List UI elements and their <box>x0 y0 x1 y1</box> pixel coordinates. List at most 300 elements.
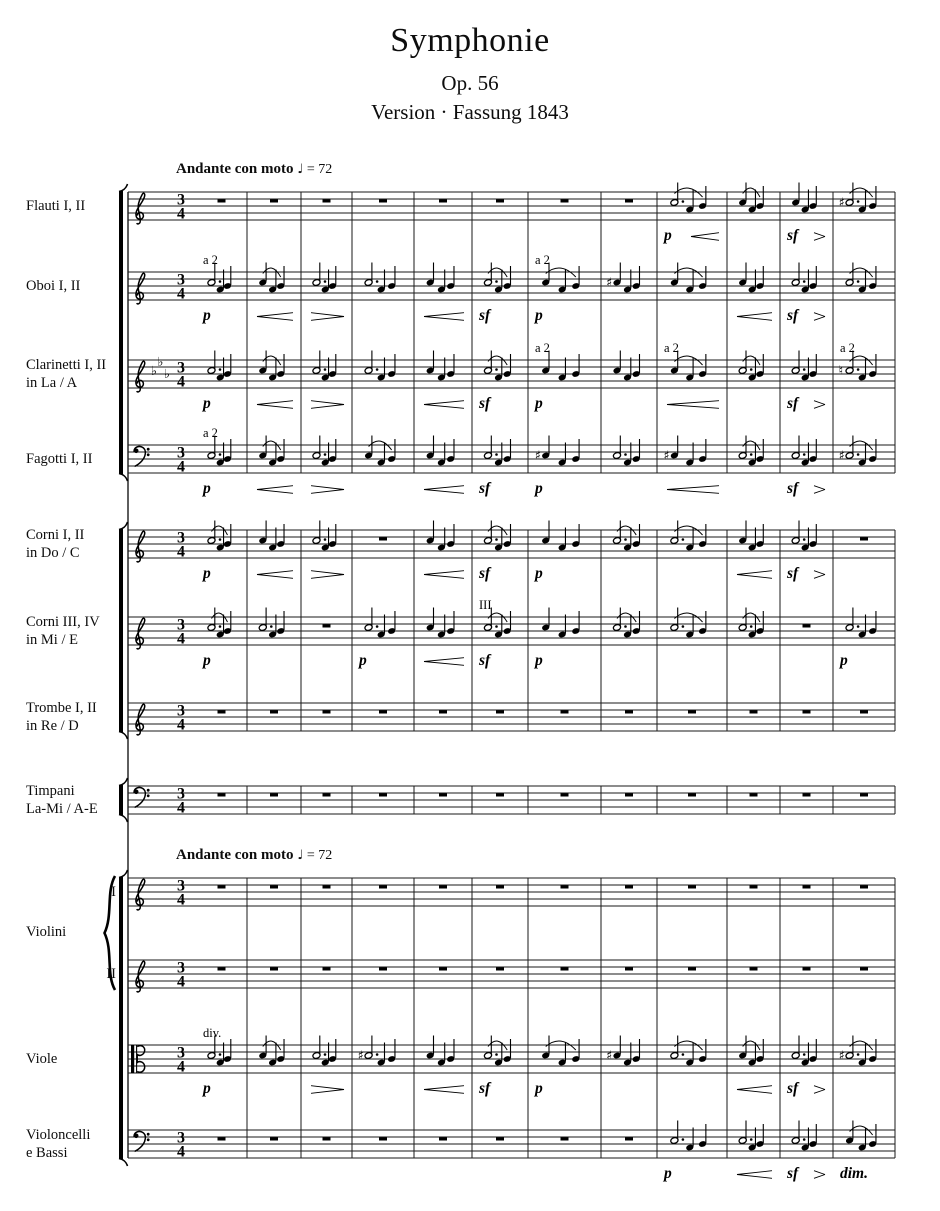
time-signature-bottom: 4 <box>177 285 185 303</box>
time-signature-bottom: 4 <box>177 543 185 561</box>
slur <box>212 613 228 622</box>
metronome-note-icon: ♩ <box>297 848 304 863</box>
crescendo-hairpin <box>257 571 293 575</box>
measure-5 <box>439 885 447 888</box>
treble-clef-icon <box>136 618 145 649</box>
measure-3 <box>311 436 344 494</box>
decrescendo-hairpin <box>814 1171 825 1175</box>
measure-2 <box>257 521 293 579</box>
measure-7 <box>561 710 569 713</box>
measure-2 <box>258 1036 285 1067</box>
measure-2 <box>257 263 293 321</box>
whole-rest <box>496 793 504 796</box>
decrescendo-hairpin <box>814 401 825 405</box>
measure-9 <box>670 1036 707 1067</box>
group-bracket <box>119 877 123 1159</box>
accidental-icon: ♯ <box>838 194 845 210</box>
whole-rest <box>625 1137 633 1140</box>
whole-rest <box>803 885 811 888</box>
slur <box>743 356 760 365</box>
time-signature-top: 3 <box>177 785 185 803</box>
measure-9 <box>688 793 696 796</box>
dynamic-marking: sf <box>787 1080 799 1097</box>
bass-clef-icon <box>134 1131 150 1151</box>
whole-rest <box>439 710 447 713</box>
whole-rest <box>218 885 226 888</box>
measure-8 <box>606 1036 641 1067</box>
instrument-label-flauti: Flauti I, II <box>26 198 86 214</box>
dynamic-marking: sf <box>479 395 491 412</box>
time-signature-top: 3 <box>177 191 185 209</box>
measure-6 <box>496 1137 504 1140</box>
measure-5 <box>439 199 447 202</box>
measure-5 <box>424 521 464 579</box>
time-signature-top: 3 <box>177 444 185 462</box>
whole-rest <box>270 1137 278 1140</box>
crescendo-hairpin <box>424 1086 464 1090</box>
measure-3 <box>311 263 344 321</box>
measure-6 <box>496 885 504 888</box>
direction-text: div. <box>203 1026 222 1040</box>
dynamic-marking: p <box>203 1080 211 1097</box>
measure-2 <box>270 710 278 713</box>
instrument-label-viole: Viole <box>26 1051 58 1067</box>
strings-group-label: Violini <box>26 924 67 940</box>
crescendo-hairpin <box>424 658 464 662</box>
time-signature-bottom: 4 <box>177 1143 185 1161</box>
crescendo-hairpin <box>737 1171 772 1175</box>
measure-8 <box>613 351 641 382</box>
accidental-icon: ♯ <box>357 1047 364 1063</box>
slur <box>743 1041 760 1050</box>
dynamic-marking: p <box>535 480 543 497</box>
whole-rest <box>860 537 868 540</box>
slur <box>743 613 760 622</box>
measure-10 <box>738 436 764 467</box>
measure-1 <box>218 967 226 970</box>
measure-9 <box>670 521 707 552</box>
group-bracket <box>119 529 123 732</box>
crescendo-hairpin <box>257 486 293 490</box>
time-signature-top: 3 <box>177 359 185 377</box>
measure-7 <box>561 1137 569 1140</box>
metronome-note-icon: ♩ <box>297 162 304 177</box>
whole-rest <box>439 1137 447 1140</box>
whole-rest <box>688 967 696 970</box>
time-signature-bottom: 4 <box>177 458 185 476</box>
measure-9 <box>664 341 719 408</box>
measure-10 <box>737 1121 772 1179</box>
measure-8 <box>625 793 633 796</box>
measure-10 <box>750 967 758 970</box>
measure-4 <box>358 1036 396 1067</box>
whole-rest <box>561 885 569 888</box>
measure-1 <box>218 885 226 888</box>
whole-rest <box>561 967 569 970</box>
whole-rest <box>218 710 226 713</box>
decrescendo-hairpin <box>311 486 344 490</box>
whole-rest <box>496 885 504 888</box>
accidental-icon: ♯ <box>606 274 613 290</box>
measure-11 <box>803 885 811 888</box>
crescendo-hairpin <box>424 313 464 317</box>
instrument-label-trombe: Trombe I, II in Re / D <box>26 700 97 734</box>
slur <box>674 268 702 277</box>
treble-clef-icon <box>136 193 145 224</box>
measure-1 <box>218 710 226 713</box>
bass-clef-icon <box>134 446 150 466</box>
slur <box>263 1041 281 1050</box>
dynamic-marking: sf <box>787 227 799 244</box>
measure-3 <box>323 967 331 970</box>
measure-2 <box>257 436 293 494</box>
whole-rest <box>379 199 387 202</box>
accidental-icon: ♯ <box>838 1047 845 1063</box>
measure-9 <box>688 710 696 713</box>
measure-12 <box>839 436 877 467</box>
measure-3 <box>311 1036 344 1094</box>
whole-rest <box>379 1137 387 1140</box>
measure-4 <box>379 967 387 970</box>
accidental-icon: ♮ <box>838 362 844 378</box>
decrescendo-hairpin <box>814 313 825 317</box>
decrescendo-hairpin <box>311 571 344 575</box>
decrescendo-hairpin <box>814 233 825 237</box>
direction-text: a 2 <box>203 426 218 440</box>
measure-9 <box>670 263 707 294</box>
flat-icon: ♭ <box>157 354 164 369</box>
measure-7 <box>533 253 580 324</box>
treble-clef-icon <box>136 961 145 992</box>
whole-rest <box>496 710 504 713</box>
dynamic-marking: sf <box>787 565 799 582</box>
crescendo-hairpin <box>737 313 772 317</box>
whole-rest <box>750 710 758 713</box>
whole-rest <box>803 793 811 796</box>
decrescendo-hairpin <box>311 401 344 405</box>
treble-clef-icon <box>136 879 145 910</box>
decrescendo-hairpin <box>814 1086 825 1090</box>
metronome-value: = 72 <box>306 162 333 177</box>
measure-5 <box>439 710 447 713</box>
measure-9 <box>663 436 719 494</box>
measure-8 <box>613 521 641 552</box>
version-line: Version · Fassung 1843 <box>371 100 569 124</box>
whole-rest <box>803 624 811 627</box>
direction-text: a 2 <box>840 341 855 355</box>
measure-3 <box>323 1137 331 1140</box>
measure-2 <box>270 1137 278 1140</box>
violin-brace <box>105 876 116 990</box>
flat-icon: ♭ <box>164 366 170 381</box>
dynamic-marking: p <box>203 652 211 669</box>
measure-12 <box>860 793 868 796</box>
time-signature-bottom: 4 <box>177 799 185 817</box>
whole-rest <box>688 885 696 888</box>
time-signature-top: 3 <box>177 1129 185 1147</box>
whole-rest <box>270 199 278 202</box>
whole-rest <box>379 967 387 970</box>
treble-clef-icon <box>136 361 145 392</box>
accidental-icon: ♯ <box>534 447 541 463</box>
measure-7 <box>561 793 569 796</box>
whole-rest <box>561 1137 569 1140</box>
measure-11 <box>803 710 811 713</box>
crescendo-hairpin <box>667 401 719 405</box>
measure-1 <box>201 253 232 324</box>
crescendo-hairpin <box>424 571 464 575</box>
whole-rest <box>379 710 387 713</box>
dynamic-marking: dim. <box>840 1165 868 1182</box>
instrument-label-timpani: Timpani La-Mi / A-E <box>26 783 98 817</box>
time-signature-top: 3 <box>177 959 185 977</box>
slur <box>546 1041 576 1050</box>
dynamic-marking: sf <box>787 1165 799 1182</box>
measure-7 <box>561 885 569 888</box>
measure-12 <box>845 263 877 294</box>
whole-rest <box>860 793 868 796</box>
measure-3 <box>323 710 331 713</box>
time-signature-top: 3 <box>177 271 185 289</box>
measure-6 <box>496 793 504 796</box>
measure-2 <box>258 608 285 639</box>
measure-7 <box>561 199 569 202</box>
whole-rest <box>625 793 633 796</box>
time-signature-bottom: 4 <box>177 973 185 991</box>
slur <box>674 1041 702 1050</box>
whole-rest <box>218 967 226 970</box>
measure-3 <box>323 624 331 627</box>
instrument-label-violoncelli: Violoncelli e Bassi <box>26 1127 91 1161</box>
slur <box>743 441 760 450</box>
dynamic-marking: sf <box>479 480 491 497</box>
measure-8 <box>625 199 633 202</box>
instrument-label-corni12: Corni I, II in Do / C <box>26 527 85 561</box>
whole-rest <box>688 793 696 796</box>
instrument-label-corni34: Corni III, IV in Mi / E <box>26 614 100 648</box>
measure-5 <box>439 793 447 796</box>
time-signature-bottom: 4 <box>177 1058 185 1076</box>
crescendo-hairpin <box>737 571 772 575</box>
measure-12 <box>860 885 868 888</box>
measure-3 <box>323 885 331 888</box>
time-signature-bottom: 4 <box>177 630 185 648</box>
whole-rest <box>323 624 331 627</box>
whole-rest <box>218 793 226 796</box>
page-title: Symphonie <box>390 22 550 59</box>
measure-8 <box>625 1137 633 1140</box>
accidental-icon: ♯ <box>838 447 845 463</box>
slur <box>263 268 281 277</box>
measure-9 <box>688 967 696 970</box>
whole-rest <box>270 967 278 970</box>
measure-8 <box>606 263 641 294</box>
dynamic-marking: p <box>664 227 672 244</box>
measure-10 <box>738 608 764 639</box>
dynamic-marking: sf <box>479 565 491 582</box>
whole-rest <box>561 199 569 202</box>
treble-clef-icon <box>136 531 145 562</box>
dynamic-marking: p <box>535 307 543 324</box>
measure-10 <box>738 183 764 214</box>
dynamic-marking: p <box>840 652 848 669</box>
dynamic-marking: p <box>203 307 211 324</box>
whole-rest <box>323 967 331 970</box>
measure-6 <box>496 710 504 713</box>
dynamic-marking: p <box>203 480 211 497</box>
time-signature-top: 3 <box>177 877 185 895</box>
slur <box>674 188 702 197</box>
measure-8 <box>625 710 633 713</box>
measure-10 <box>737 1036 772 1094</box>
measure-4 <box>379 710 387 713</box>
whole-rest <box>803 967 811 970</box>
measure-10 <box>750 885 758 888</box>
treble-clef-icon <box>136 273 145 304</box>
whole-rest <box>270 710 278 713</box>
whole-rest <box>860 710 868 713</box>
measure-10 <box>738 351 764 382</box>
slur <box>263 356 281 365</box>
time-signature-top: 3 <box>177 1044 185 1062</box>
whole-rest <box>439 199 447 202</box>
measure-3 <box>323 793 331 796</box>
measure-2 <box>270 967 278 970</box>
measure-4 <box>364 436 396 467</box>
measure-1 <box>218 793 226 796</box>
whole-rest <box>439 967 447 970</box>
dynamic-marking: p <box>203 565 211 582</box>
measure-3 <box>311 521 344 579</box>
direction-text: a 2 <box>535 341 550 355</box>
slur <box>674 356 702 365</box>
dynamic-marking: p <box>664 1165 672 1182</box>
measure-12 <box>839 341 877 381</box>
tempo-text: Andante con moto <box>176 161 294 177</box>
dynamic-marking: p <box>535 565 543 582</box>
slur <box>743 188 760 197</box>
measure-7 <box>561 967 569 970</box>
measure-2 <box>270 885 278 888</box>
measure-6 <box>496 199 504 202</box>
whole-rest <box>323 199 331 202</box>
measure-5 <box>424 1036 464 1094</box>
whole-rest <box>496 967 504 970</box>
decrescendo-hairpin <box>311 1086 344 1090</box>
crescendo-hairpin <box>424 401 464 405</box>
time-signature-bottom: 4 <box>177 205 185 223</box>
measure-4 <box>379 793 387 796</box>
dynamic-marking: sf <box>479 307 491 324</box>
measure-5 <box>439 967 447 970</box>
slur <box>212 526 228 535</box>
slur <box>674 613 702 622</box>
dynamic-marking: sf <box>787 480 799 497</box>
measure-9 <box>688 885 696 888</box>
whole-rest <box>625 967 633 970</box>
measure-3 <box>323 199 331 202</box>
accidental-icon: ♯ <box>663 447 670 463</box>
group-woodwinds <box>119 184 895 481</box>
whole-rest <box>496 1137 504 1140</box>
measure-2 <box>270 199 278 202</box>
crescendo-hairpin <box>667 486 719 490</box>
direction-text: a 2 <box>664 341 679 355</box>
measure-12 <box>860 710 868 713</box>
whole-rest <box>439 793 447 796</box>
crescendo-hairpin <box>737 1086 772 1090</box>
time-signature-top: 3 <box>177 702 185 720</box>
slur <box>263 441 281 450</box>
time-signature-top: 3 <box>177 616 185 634</box>
whole-rest <box>625 885 633 888</box>
crescendo-hairpin <box>257 313 293 317</box>
measure-1 <box>201 426 232 497</box>
measure-9 <box>670 608 707 639</box>
dynamic-marking: sf <box>479 652 491 669</box>
whole-rest <box>625 710 633 713</box>
measure-5 <box>424 263 464 321</box>
tempo-text: Andante con moto <box>176 847 294 863</box>
whole-rest <box>496 199 504 202</box>
opus-number: Op. 56 <box>441 71 499 95</box>
measure-8 <box>625 967 633 970</box>
time-signature-bottom: 4 <box>177 716 185 734</box>
measure-12 <box>839 1036 877 1067</box>
measure-4 <box>364 263 396 294</box>
slur <box>674 526 702 535</box>
measure-1 <box>218 199 226 202</box>
whole-rest <box>625 199 633 202</box>
whole-rest <box>379 537 387 540</box>
metronome-value: = 72 <box>306 848 333 863</box>
whole-rest <box>750 793 758 796</box>
whole-rest <box>561 710 569 713</box>
measure-4 <box>379 199 387 202</box>
measure-1 <box>201 1026 232 1097</box>
whole-rest <box>323 885 331 888</box>
slur <box>546 268 576 277</box>
instrument-label-fagotti: Fagotti I, II <box>26 451 93 467</box>
direction-text: III <box>479 598 492 612</box>
whole-rest <box>750 967 758 970</box>
whole-rest <box>218 199 226 202</box>
measure-4 <box>379 537 387 540</box>
whole-rest <box>270 793 278 796</box>
dynamic-marking: p <box>203 395 211 412</box>
dynamic-marking: p <box>535 1080 543 1097</box>
dynamic-marking: sf <box>787 307 799 324</box>
group-bracket <box>119 191 123 474</box>
measure-11 <box>803 624 811 627</box>
whole-rest <box>561 793 569 796</box>
whole-rest <box>379 885 387 888</box>
time-signature-bottom: 4 <box>177 373 185 391</box>
crescendo-hairpin <box>691 233 719 237</box>
whole-rest <box>688 710 696 713</box>
measure-5 <box>424 351 464 409</box>
measure-4 <box>379 1137 387 1140</box>
measure-11 <box>803 967 811 970</box>
measure-5 <box>424 608 464 666</box>
whole-rest <box>750 885 758 888</box>
measure-6 <box>496 967 504 970</box>
measure-1 <box>218 1137 226 1140</box>
measure-12 <box>860 537 868 540</box>
direction-text: a 2 <box>535 253 550 267</box>
whole-rest <box>803 710 811 713</box>
measure-7 <box>533 341 580 412</box>
